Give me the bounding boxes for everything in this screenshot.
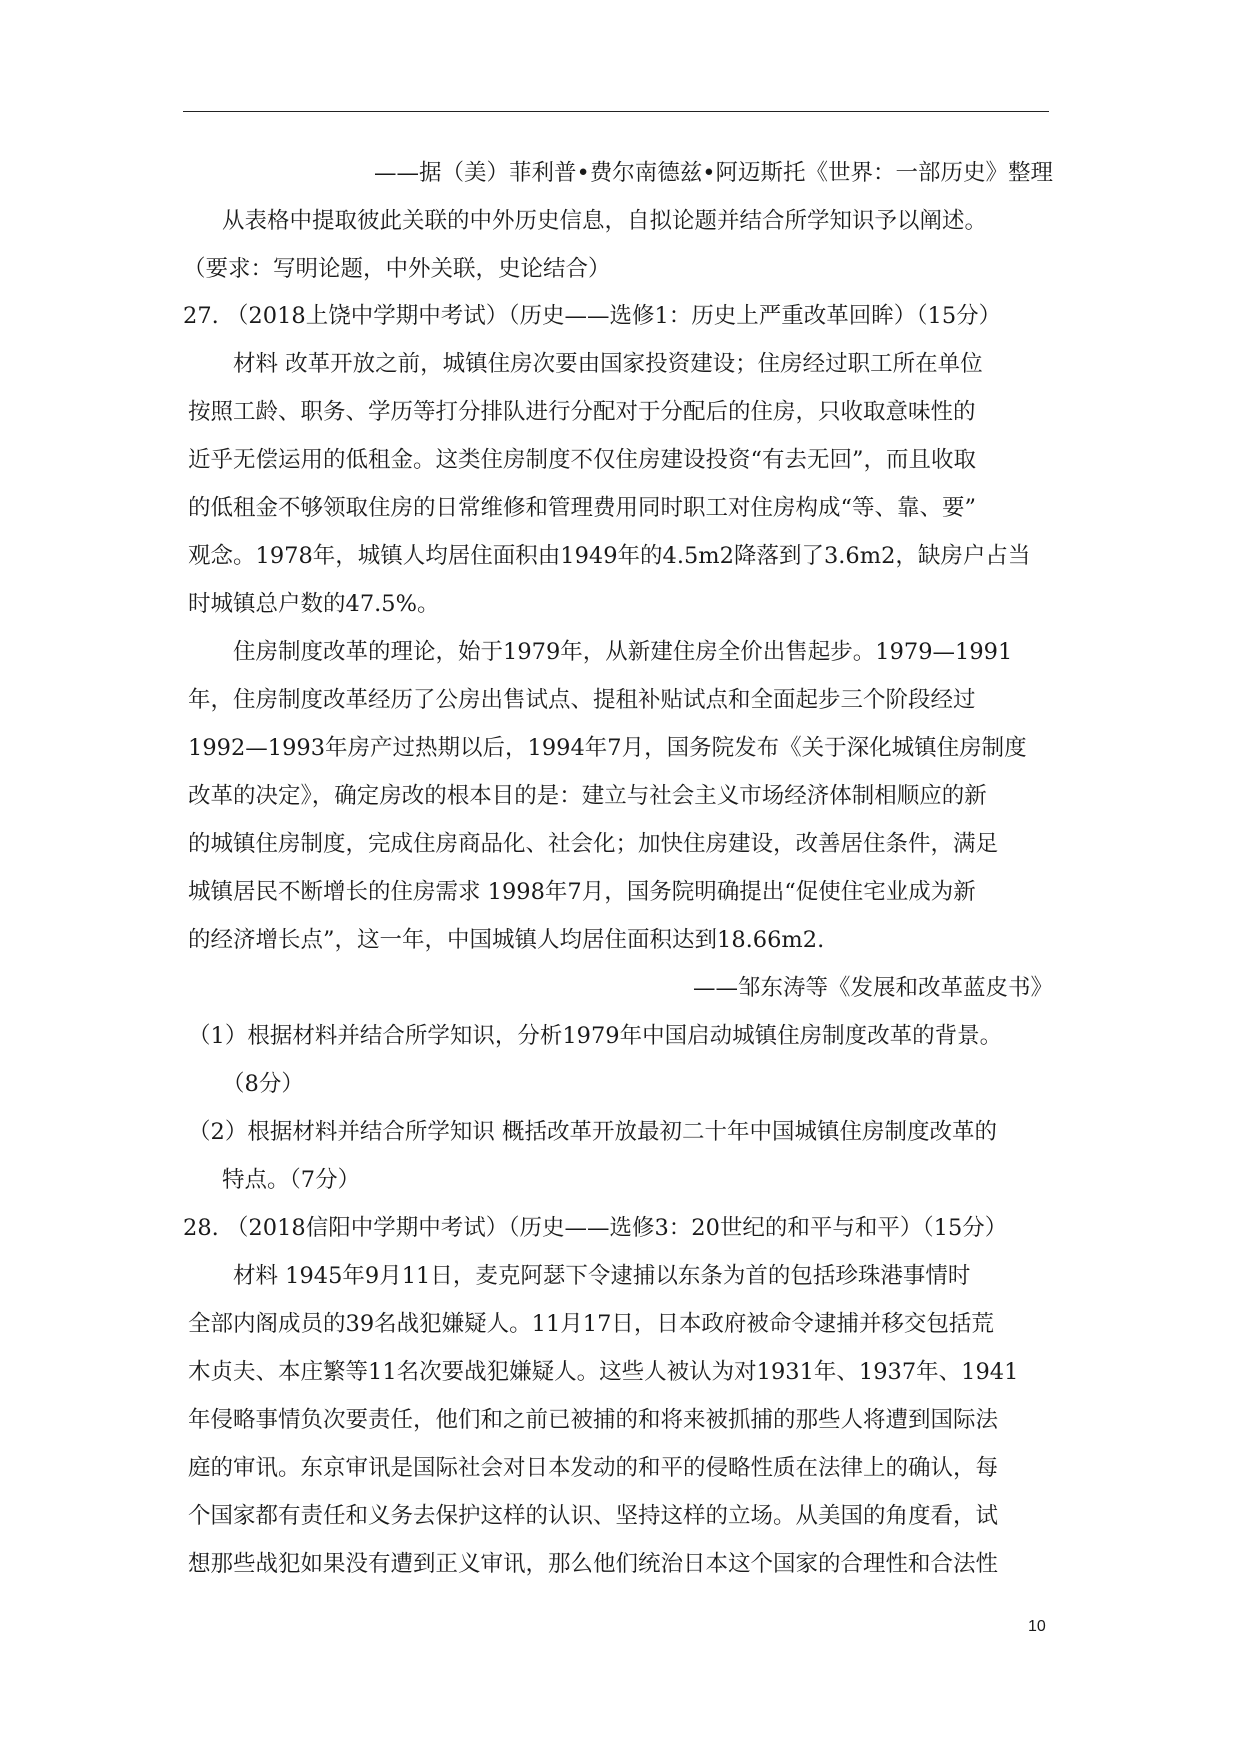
q27-subquestion-1-score: （8分） (222, 1071, 304, 1097)
q27-material-line: 的低租金不够领取住房的日常维修和管理费用同时职工对住房构成“等、靠、要” (188, 495, 977, 521)
q27-material-line: 观念。1978年，城镇人均居住面积由1949年的4.5m2降落到了3.6m2，缺房户占当 (188, 543, 1031, 569)
q28-material-line: 年侵略事情负次要责任，他们和之前已被捕的和将来被抓捕的那些人将遭到国际法 (188, 1407, 999, 1433)
q27-material-line: 年，住房制度改革经历了公房出售试点、提租补贴试点和全面起步三个阶段经过 (188, 687, 976, 713)
q27-material-line: 1992—1993年房产过热期以后，1994年7月，国务院发布《关于深化城镇住房制度 (188, 735, 1027, 761)
page-number: 10 (1028, 1618, 1046, 1635)
q27-material-line: 的经济增长点”，这一年，中国城镇人均居住面积达到18.66m2. (188, 927, 825, 953)
q27-material-line: 的城镇住房制度，完成住房商品化、社会化；加快住房建设，改善居住条件，满足 (188, 831, 999, 857)
q28-material-line: 木贞夫、本庄繁等11名次要战犯嫌疑人。这些人被认为对1931年、1937年、1941 (188, 1359, 1019, 1385)
q27-source: ——邹东涛等《发展和改革蓝皮书》 (692, 975, 1053, 1001)
q28-material-line: 材料 1945年9月11日，麦克阿瑟下令逮捕以东条为首的包括珍珠港事情时 (233, 1263, 971, 1289)
q28-material-line: 个国家都有责任和义务去保护这样的认识、坚持这样的立场。从美国的角度看，试 (188, 1503, 999, 1529)
q28-material-line: 全部内阁成员的39名战犯嫌疑人。11月17日，日本政府被命令逮捕并移交包括荒 (188, 1311, 994, 1337)
q27-material-line: 住房制度改革的理论，始于1979年，从新建住房全价出售起步。1979—1991 (233, 639, 1013, 665)
q28-header: 28. （2018信阳中学期中考试）（历史——选修3：20世纪的和平与和平）（15分） (183, 1215, 1008, 1241)
q27-material-line: 时城镇总户数的47.5%。 (188, 591, 440, 617)
q27-material-line: 城镇居民不断增长的住房需求 1998年7月，国务院明确提出“促使住宅业成为新 (188, 879, 976, 905)
q28-material-line: 庭的审讯。东京审讯是国际社会对日本发动的和平的侵略性质在法律上的确认，每 (188, 1455, 999, 1481)
q27-subquestion-1: （1）根据材料并结合所学知识，分析1979年中国启动城镇住房制度改革的背景。 (188, 1023, 1003, 1049)
q27-material-line: 按照工龄、职务、学历等打分排队进行分配对于分配后的住房，只收取意味性的 (188, 399, 976, 425)
q28-material-line: 想那些战犯如果没有遭到正义审讯，那么他们统治日本这个国家的合理性和合法性 (188, 1551, 999, 1577)
q27-subquestion-2-cont: 特点。（7分） (222, 1167, 361, 1193)
q27-header: 27. （2018上饶中学期中考试）（历史——选修1：历史上严重改革回眸）（15分） (183, 303, 1002, 329)
q27-subquestion-2: （2）根据材料并结合所学知识 概括改革开放最初二十年中国城镇住房制度改革的 (188, 1119, 997, 1145)
q27-material-line: 材料 改革开放之前，城镇住房次要由国家投资建设；住房经过职工所在单位 (233, 351, 983, 377)
q27-material-line: 改革的决定》，确定房改的根本目的是：建立与社会主义市场经济体制相顺应的新 (188, 783, 987, 809)
q26-requirement: （要求：写明论题，中外关联，史论结合） (183, 256, 611, 282)
q26-task: 从表格中提取彼此关联的中外历史信息，自拟论题并结合所学知识予以阐述。 (222, 208, 988, 234)
source-citation: ——据（美）菲利普•费尔南德兹•阿迈斯托《世界：一部历史》整理 (373, 160, 1053, 186)
q27-material-line: 近乎无偿运用的低租金。这类住房制度不仅住房建设投资“有去无回”，而且收取 (188, 447, 977, 473)
header-rule (183, 111, 1049, 112)
